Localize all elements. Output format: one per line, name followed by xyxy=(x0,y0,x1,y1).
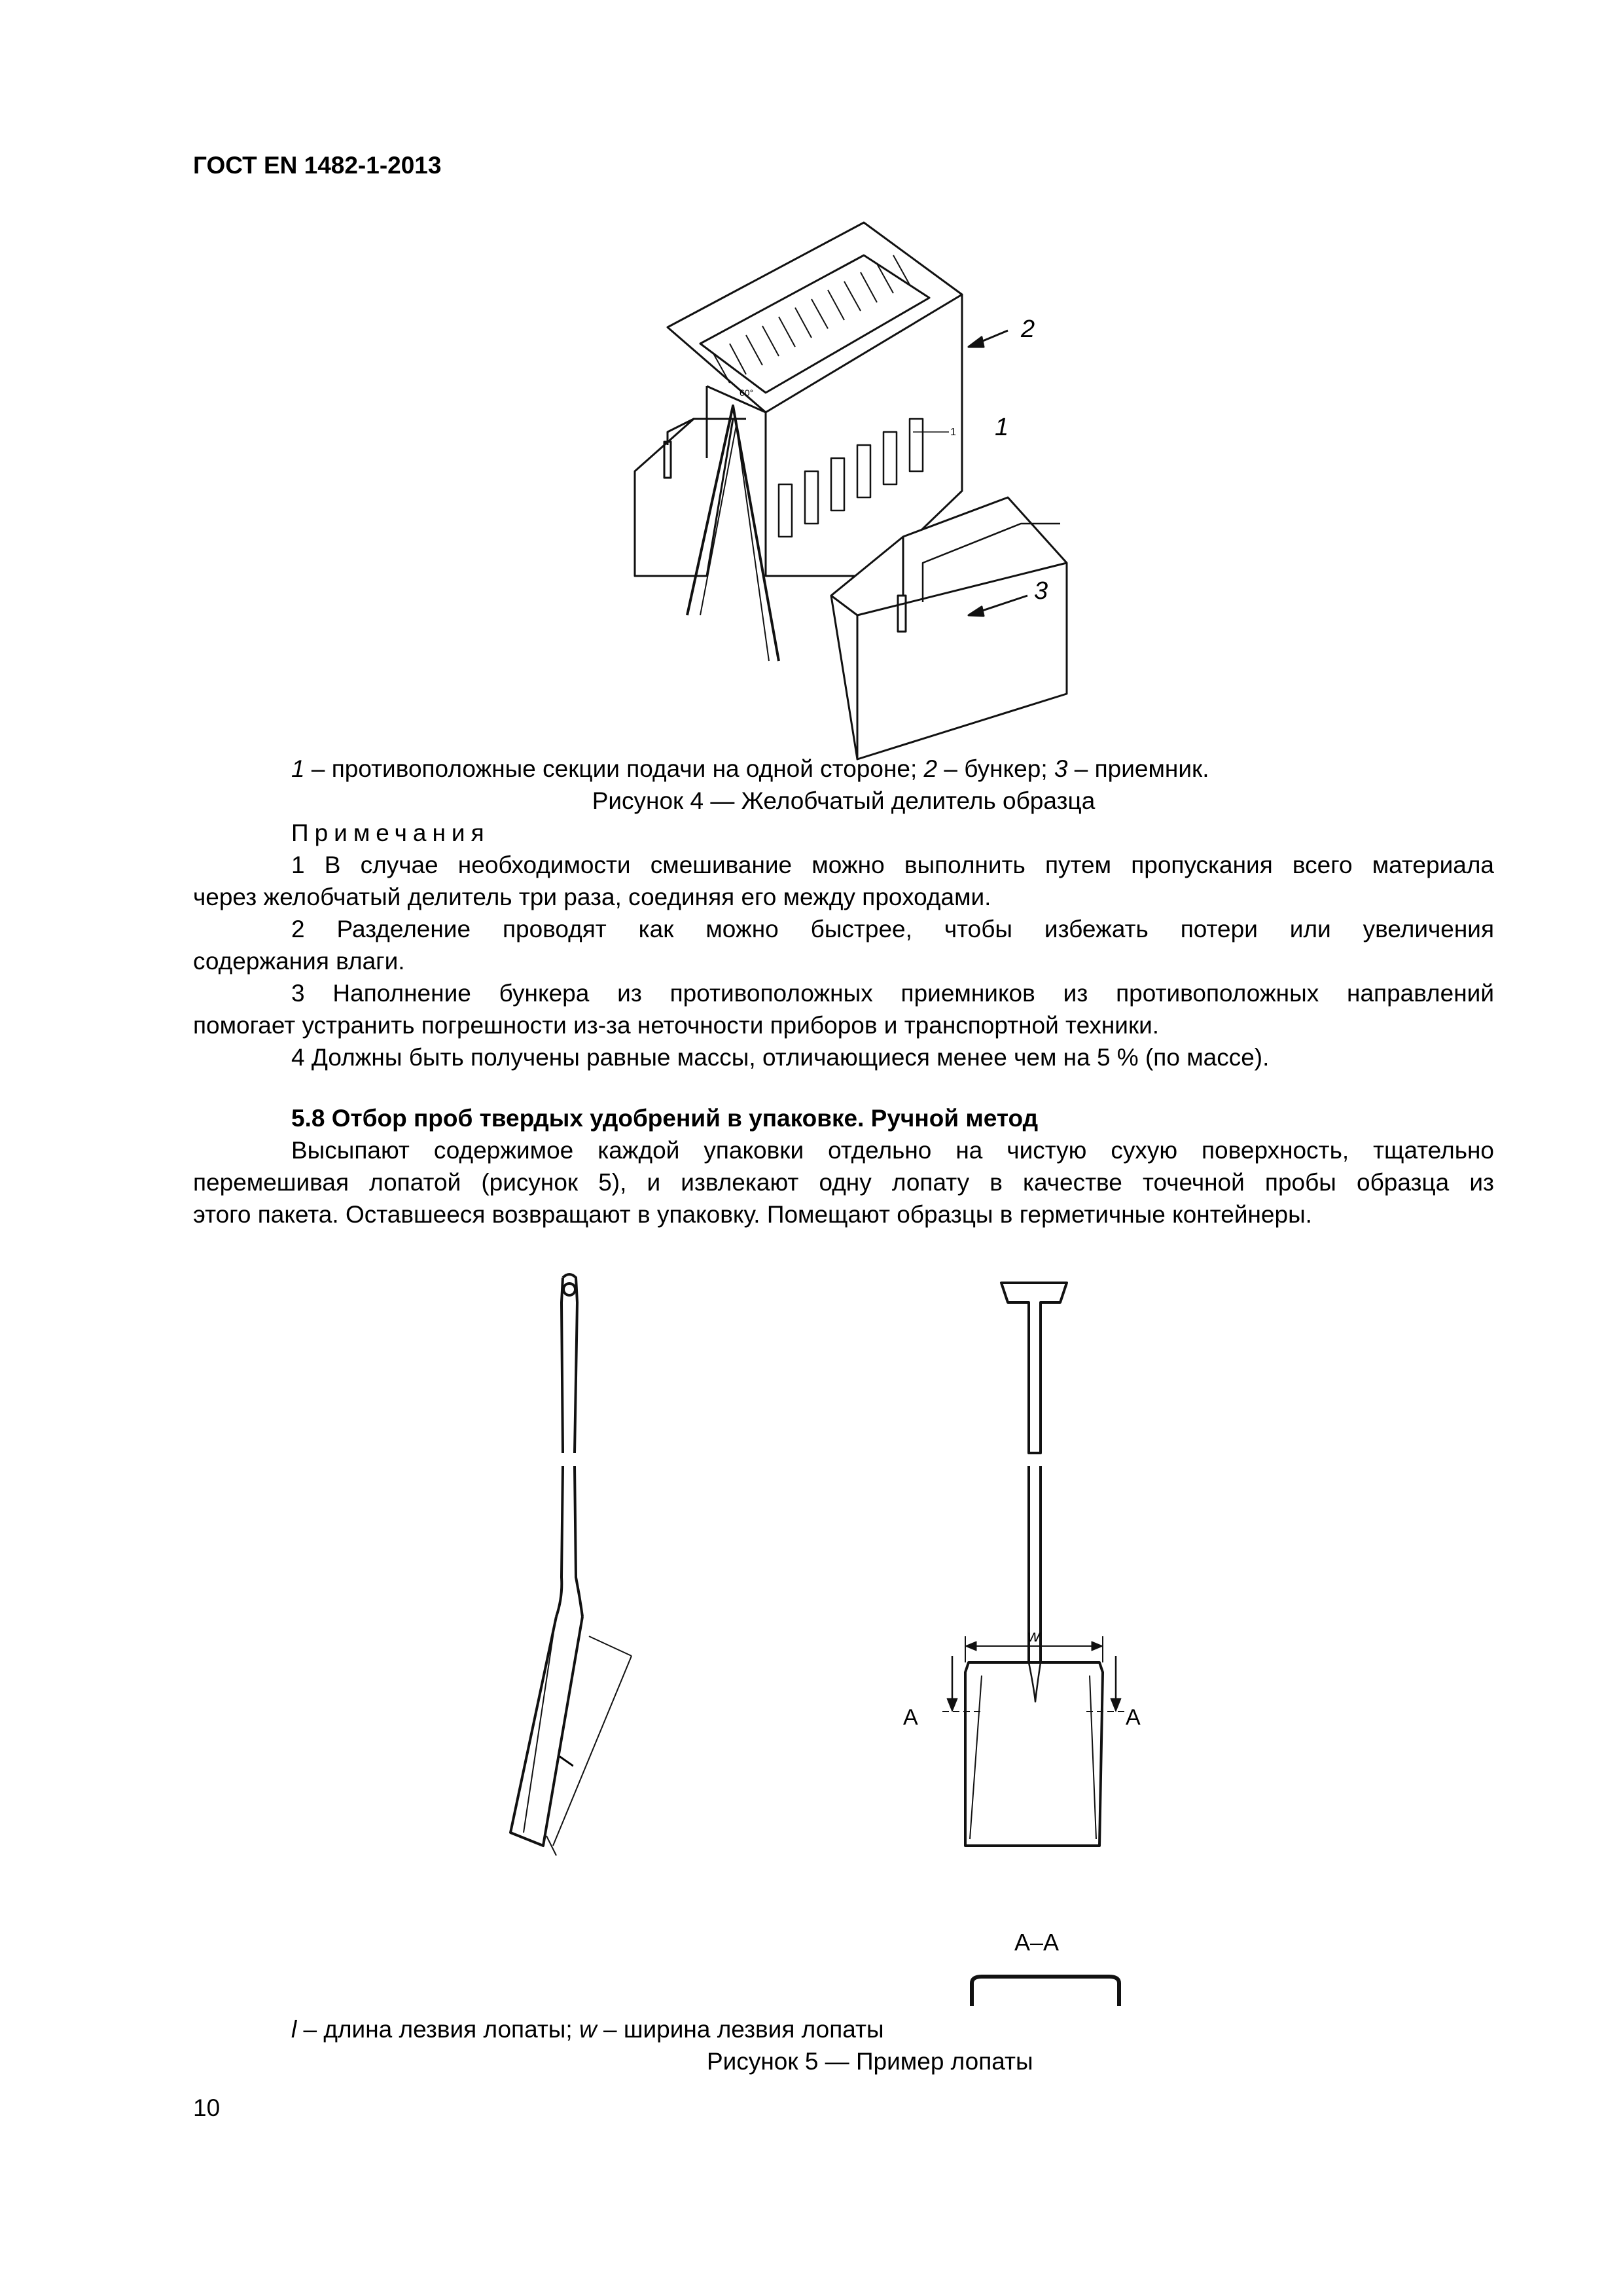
dim-label-l: l xyxy=(554,1754,580,1770)
section-aa-shape xyxy=(972,1977,1119,2006)
small-label-1: 1 xyxy=(950,427,956,438)
figure5-caption: Рисунок 5 — Пример лопаты xyxy=(707,2048,1033,2075)
legend-num-3: 3 xyxy=(1054,755,1068,782)
note-2-line-1: 2 Разделение проводят как можно быстрее, чтобы избежать потери или увеличения xyxy=(291,916,1494,942)
callout-3: 3 xyxy=(1034,577,1048,605)
legend-l: l xyxy=(291,2016,297,2043)
right-shovel-t-handle xyxy=(1001,1283,1067,1453)
section-label-a-right: A xyxy=(1126,1705,1141,1730)
note-3-line-1: 3 Наполнение бункера из противоположных приемников из противоположных направлений xyxy=(291,980,1494,1007)
legend-w: w xyxy=(579,2016,597,2043)
angle-label: 60° xyxy=(740,387,754,398)
handle-hole xyxy=(563,1283,575,1295)
section-para-line-2: перемешивая лопатой (рисунок 5), и извлекают одну лопату в качестве точечной пробы образца из xyxy=(193,1169,1494,1196)
note-4: 4 Должны быть получены равные массы, отличающиеся менее чем на 5 % (по массе). xyxy=(291,1044,1270,1071)
document-id: ГОСТ EN 1482-1-2013 xyxy=(193,152,442,179)
figure5-legend xyxy=(291,2013,884,2045)
note-2-line-2: содержания влаги. xyxy=(193,948,405,975)
legend-text-2: – бункер; xyxy=(937,755,1054,782)
note-1-line-1: 1 В случае необходимости смешивание можно выполнить путем пропускания всего материала xyxy=(291,852,1494,878)
figure4-legend xyxy=(291,753,1209,785)
left-shovel-blade xyxy=(510,1617,582,1846)
dim-label-w: w xyxy=(1027,1626,1040,1645)
page-number: 10 xyxy=(193,2094,221,2121)
section-label-aa: A–A xyxy=(1014,1929,1060,1956)
legend-w-text: – ширина лезвия лопаты xyxy=(596,2016,884,2043)
figure4-caption: Рисунок 4 — Желобчатый делитель образца xyxy=(592,787,1096,814)
note-1-line-2: через желобчатый делитель три раза, соединяя его между проходами. xyxy=(193,884,991,910)
legend-text-1: – противоположные секции подачи на одной стороне; xyxy=(304,755,924,782)
right-receiver xyxy=(831,497,1067,759)
note-3-line-2: помогает устранить погрешности из-за неточности приборов и транспортной техники. xyxy=(193,1012,1160,1039)
section-para-line-1: Высыпают содержимое каждой упаковки отдельно на чистую сухую поверхность, тщательно xyxy=(291,1137,1494,1164)
left-shovel-handle xyxy=(563,1274,577,1453)
riffle-divider-figure xyxy=(615,209,1224,779)
notes-heading: Примечания xyxy=(291,819,490,846)
shovel-figure xyxy=(484,1270,1217,2022)
left-receiver xyxy=(635,419,733,576)
hopper-top xyxy=(668,223,962,412)
callout-2: 2 xyxy=(1021,315,1035,343)
section-title: 5.8 Отбор проб твердых удобрений в упаковке. Ручной метод xyxy=(291,1105,1039,1132)
legend-num-2: 2 xyxy=(923,755,938,782)
legend-l-text: – длина лезвия лопаты; xyxy=(296,2016,579,2043)
section-label-a-left: A xyxy=(903,1705,918,1730)
legend-num-1: 1 xyxy=(291,755,305,782)
section-para-line-3: этого пакета. Оставшееся возвращают в упаковку. Помещают образцы в герметичные контейнеры. xyxy=(193,1201,1312,1228)
legend-text-3: – приемник. xyxy=(1067,755,1209,782)
callout-1: 1 xyxy=(995,414,1009,441)
